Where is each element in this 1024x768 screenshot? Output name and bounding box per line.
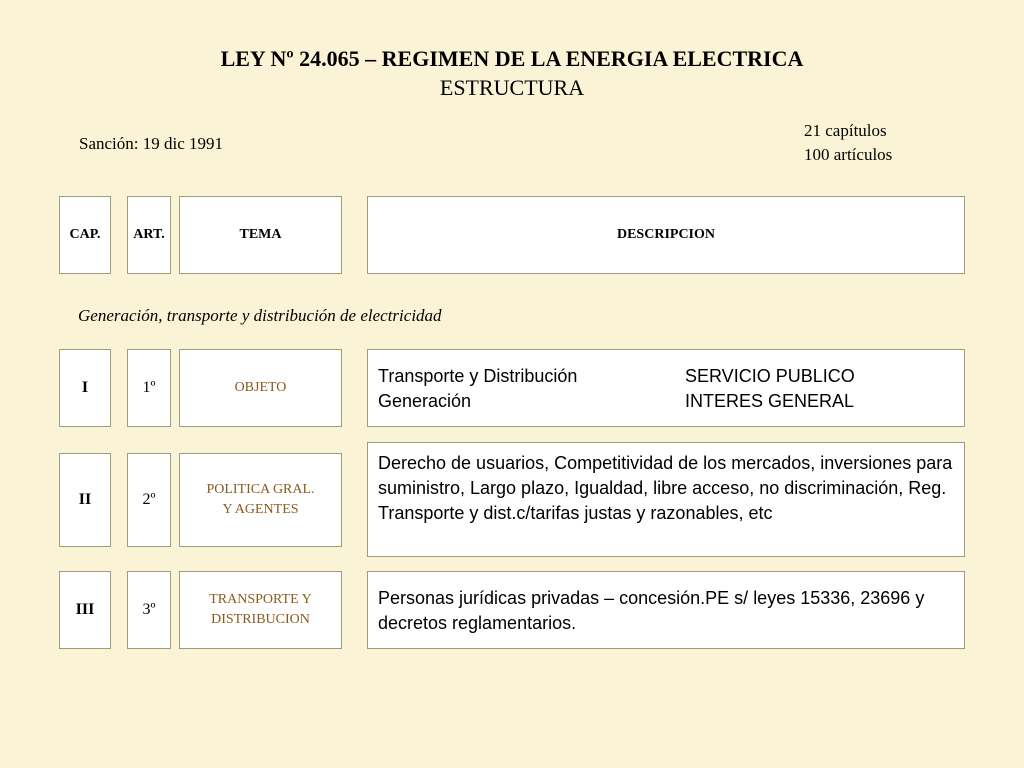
header-art-label: ART. <box>133 227 165 242</box>
row-3-descripcion <box>367 571 965 649</box>
header-tema-label: TEMA <box>239 227 282 242</box>
row-2-art-label: 2º <box>142 491 156 508</box>
law-counts <box>804 119 892 167</box>
row-3-tema-line2: DISTRIBUCION <box>211 612 310 627</box>
header-cap <box>59 196 111 274</box>
row-3-cap-label: III <box>75 601 95 618</box>
row-3-tema <box>179 571 342 649</box>
row-2-tema-line1: POLITICA GRAL. <box>206 482 315 497</box>
row-3-cap <box>59 571 111 649</box>
row-2-descripcion <box>367 442 965 557</box>
sancion-date: Sanción: 19 dic 1991 <box>79 134 224 153</box>
row-2-tema <box>179 453 342 547</box>
page-title-block <box>0 44 1024 102</box>
section-label: Generación, transporte y distribución de electricidad <box>78 306 442 325</box>
row-1-tema-line1: OBJETO <box>234 380 287 395</box>
row-1-art-label: 1º <box>142 379 156 396</box>
row-2-tema-line2: Y AGENTES <box>222 502 299 517</box>
header-descripcion-label: DESCRIPCION <box>616 227 715 242</box>
row-2-art <box>127 453 171 547</box>
row-1-art <box>127 349 171 427</box>
page-subtitle: ESTRUCTURA <box>439 75 585 100</box>
row-1-cap <box>59 349 111 427</box>
row-1-desc-b2: INTERES GENERAL <box>685 391 855 411</box>
header-descripcion <box>367 196 965 274</box>
chapter-count: 21 capítulos <box>804 121 887 140</box>
article-count: 100 artículos <box>804 145 893 164</box>
row-3-desc-text: Personas jurídicas privadas – concesión.PE s/ leyes 15336, 23696 y decretos reglamentarios. <box>378 588 925 633</box>
row-3-tema-line1: TRANSPORTE Y <box>209 592 312 607</box>
row-3-art-label: 3º <box>142 601 156 618</box>
row-1-cap-label: I <box>81 379 89 396</box>
header-tema <box>179 196 342 274</box>
row-2-desc-text: Derecho de usuarios, Competitividad de los mercados, inversiones para suministro, Largo plazo, Igualdad, libre acceso, no discriminación, Reg. Transporte y dist.c/tarifas justas y razonables, etc <box>378 453 953 523</box>
row-2-cap <box>59 453 111 547</box>
row-1-desc-a2: Generación <box>378 391 472 411</box>
row-2-cap-label: II <box>78 491 92 508</box>
header-art <box>127 196 171 274</box>
row-1-descripcion <box>367 349 965 427</box>
page-title: LEY Nº 24.065 – REGIMEN DE LA ENERGIA ELECTRICA <box>220 46 804 71</box>
row-1-tema <box>179 349 342 427</box>
row-3-art <box>127 571 171 649</box>
row-1-desc-a1: Transporte y Distribución <box>378 366 578 386</box>
row-1-desc-b1: SERVICIO PUBLICO <box>685 366 855 386</box>
header-cap-label: CAP. <box>69 227 101 242</box>
